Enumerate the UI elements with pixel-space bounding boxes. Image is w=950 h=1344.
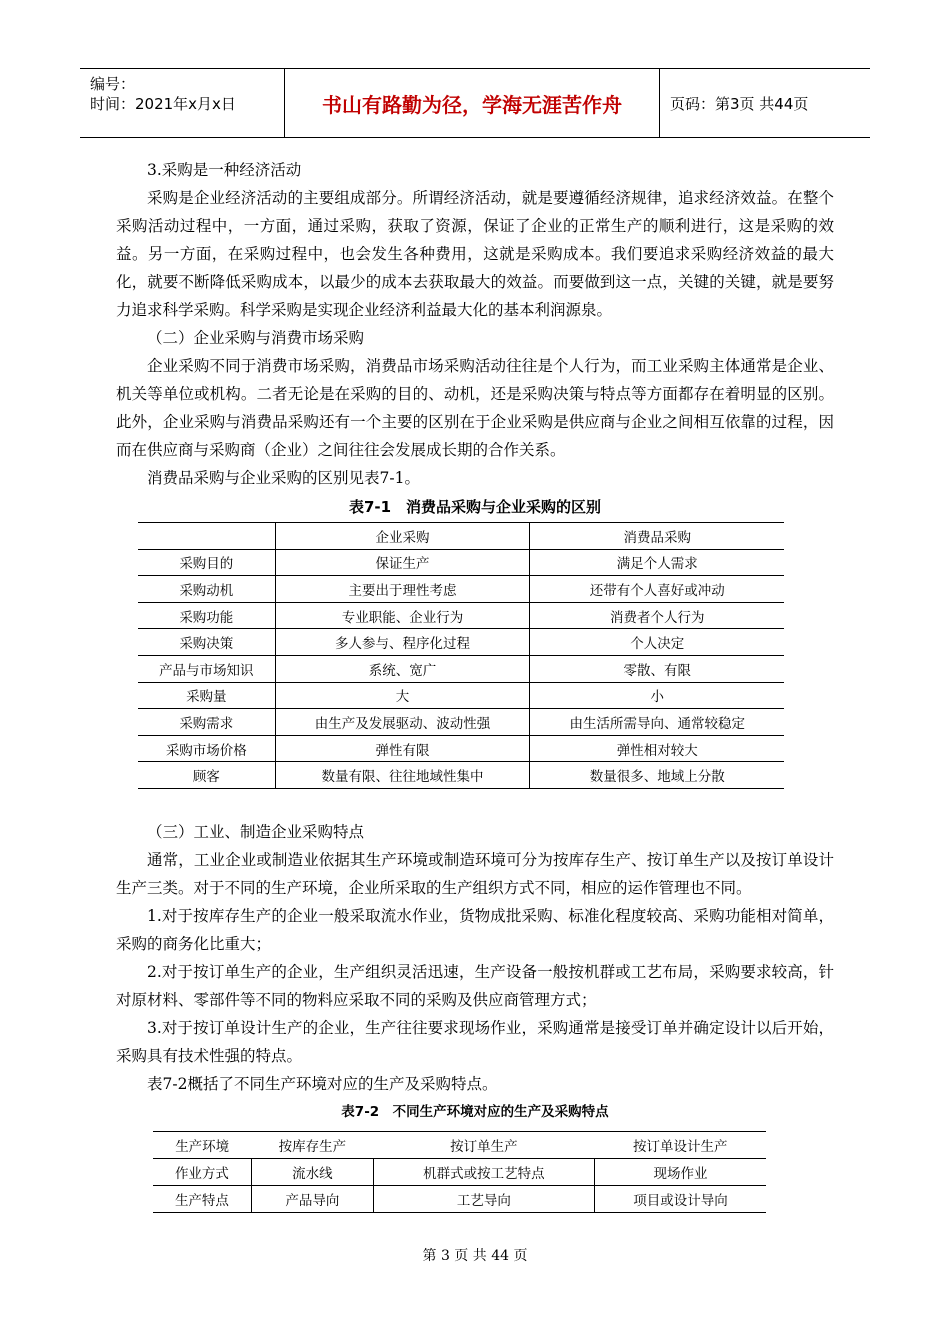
table2-caption: 表7-2 不同生产环境对应的生产及采购特点 — [341, 1104, 609, 1120]
doc-date: 时间：2021年x月x日 — [90, 95, 236, 113]
table-cell: 顾客 — [138, 762, 275, 789]
paragraph: 消费品采购与企业采购的区别见表7-1。 — [147, 469, 420, 487]
table-cell: 主要出于理性考虑 — [275, 576, 530, 603]
table-row — [138, 709, 784, 736]
paragraph: 企业采购不同于消费市场采购，消费品市场采购活动往往是个人行为，而工业采购主体通常是企业、机关等单位或机构。二者无论是在采购的目的、动机，还是采购决策与特点等方面都存在着明显的区别。此外，企业采购与消费品采购还有一个主要的区别在于企业采购是供应商与企业之间相互依靠的过程，因而在供应商与采购商（企业）之间往往会发展成长期的合作关系。 — [116, 357, 834, 459]
table-row — [153, 1159, 766, 1186]
table-cell: 个人决定 — [530, 629, 784, 656]
table-row — [138, 602, 784, 629]
header-meta — [80, 69, 285, 137]
section-heading: 3.采购是一种经济活动 — [147, 161, 302, 179]
table-cell: 机群式或按工艺特点 — [373, 1159, 594, 1186]
table-header-row — [153, 1132, 766, 1159]
table-cell: 系统、宽广 — [275, 655, 530, 682]
document-body-lower — [116, 818, 834, 1123]
table-row — [138, 682, 784, 709]
table-cell: 生产特点 — [153, 1186, 251, 1213]
table-row — [153, 1186, 766, 1213]
table-cell: 采购量 — [138, 682, 275, 709]
table-cell: 还带有个人喜好或冲动 — [530, 576, 784, 603]
table-cell: 采购市场价格 — [138, 735, 275, 762]
page-footer: 第 3 页 共 44 页 — [422, 1248, 528, 1264]
table-cell: 数量有限、往往地域性集中 — [275, 762, 530, 789]
document-body — [116, 156, 834, 519]
table-cell: 采购目的 — [138, 549, 275, 576]
table-cell: 数量很多、地域上分散 — [530, 762, 784, 789]
doc-number-label: 编号： — [90, 75, 136, 93]
table-row — [138, 655, 784, 682]
table-cell: 现场作业 — [594, 1159, 766, 1186]
section-heading: （三）工业、制造企业采购特点 — [147, 823, 365, 841]
table-row — [138, 735, 784, 762]
list-item: 1.对于按库存生产的企业一般采取流水作业，货物成批采购、标准化程度较高、采购功能相对简单，采购的商务化比重大； — [116, 907, 834, 953]
table-cell: 采购需求 — [138, 709, 275, 736]
table-cell: 小 — [530, 682, 784, 709]
paragraph: 通常，工业企业或制造业依据其生产环境或制造环境可分为按库存生产、按订单生产以及按订单设计生产三类。对于不同的生产环境，企业所采取的生产组织方式不同，相应的运作管理也不同。 — [116, 851, 834, 897]
table-cell: 弹性相对较大 — [530, 735, 784, 762]
table-cell: 保证生产 — [275, 549, 530, 576]
table-row — [138, 629, 784, 656]
table-cell: 采购决策 — [138, 629, 275, 656]
table-cell: 流水线 — [251, 1159, 373, 1186]
table-row — [138, 549, 784, 576]
table-header-row — [138, 523, 784, 550]
table-cell: 零散、有限 — [530, 655, 784, 682]
table-cell: 满足个人需求 — [530, 549, 784, 576]
table1-caption: 表7-1 消费品采购与企业采购的区别 — [348, 498, 602, 516]
table-cell: 由生活所需导向、通常较稳定 — [530, 709, 784, 736]
header-page-info — [660, 69, 870, 137]
table-row — [138, 762, 784, 789]
table-cell: 工艺导向 — [373, 1186, 594, 1213]
table-cell: 消费品采购 — [530, 523, 784, 550]
table1 — [138, 522, 784, 789]
table-cell: 企业采购 — [275, 523, 530, 550]
table-cell: 大 — [275, 682, 530, 709]
table-cell: 采购动机 — [138, 576, 275, 603]
section-heading: （二）企业采购与消费市场采购 — [147, 329, 365, 347]
paragraph: 采购是企业经济活动的主要组成部分。所谓经济活动，就是要遵循经济规律，追求经济效益。在整个采购活动过程中，一方面，通过采购，获取了资源，保证了企业的正常生产的顺利进行，这是采购的效益。另一方面，在采购过程中，也会发生各种费用，这就是采购成本。我们要追求采购经济效益的最大化，就要不断降低采购成本，以最少的成本去获取最大的效益。而要做到这一点，关键的关键，就是要努力追求科学采购。科学采购是实现企业经济利益最大化的基本利润源泉。 — [116, 189, 834, 319]
page-header — [80, 68, 870, 138]
table-cell: 按订单设计生产 — [594, 1132, 766, 1159]
header-motto: 书山有路勤为径，学海无涯苦作舟 — [285, 69, 660, 137]
table2 — [153, 1131, 766, 1213]
list-item: 2.对于按订单生产的企业，生产组织灵活迅速，生产设备一般按机群或工艺布局，采购要求较高，针对原材料、零部件等不同的物料应采取不同的采购及供应商管理方式； — [116, 963, 834, 1009]
table-cell: 采购功能 — [138, 602, 275, 629]
table-cell: 生产环境 — [153, 1132, 251, 1159]
list-item: 3.对于按订单设计生产的企业，生产往往要求现场作业，采购通常是接受订单并确定设计以后开始，采购具有技术性强的特点。 — [116, 1019, 834, 1065]
table-cell: 按库存生产 — [251, 1132, 373, 1159]
table-cell: 消费者个人行为 — [530, 602, 784, 629]
table-row — [138, 576, 784, 603]
table-cell: 产品导向 — [251, 1186, 373, 1213]
table-cell: 按订单生产 — [373, 1132, 594, 1159]
paragraph: 表7-2概括了不同生产环境对应的生产及采购特点。 — [147, 1075, 498, 1093]
table-cell: 弹性有限 — [275, 735, 530, 762]
table-cell: 多人参与、程序化过程 — [275, 629, 530, 656]
table-cell: 由生产及发展驱动、波动性强 — [275, 709, 530, 736]
table-cell: 作业方式 — [153, 1159, 251, 1186]
table-cell: 专业职能、企业行为 — [275, 602, 530, 629]
table-cell: 产品与市场知识 — [138, 655, 275, 682]
header-page-text: 页码：第3页 共44页 — [670, 94, 809, 113]
table-cell — [138, 523, 275, 550]
table-cell: 项目或设计导向 — [594, 1186, 766, 1213]
